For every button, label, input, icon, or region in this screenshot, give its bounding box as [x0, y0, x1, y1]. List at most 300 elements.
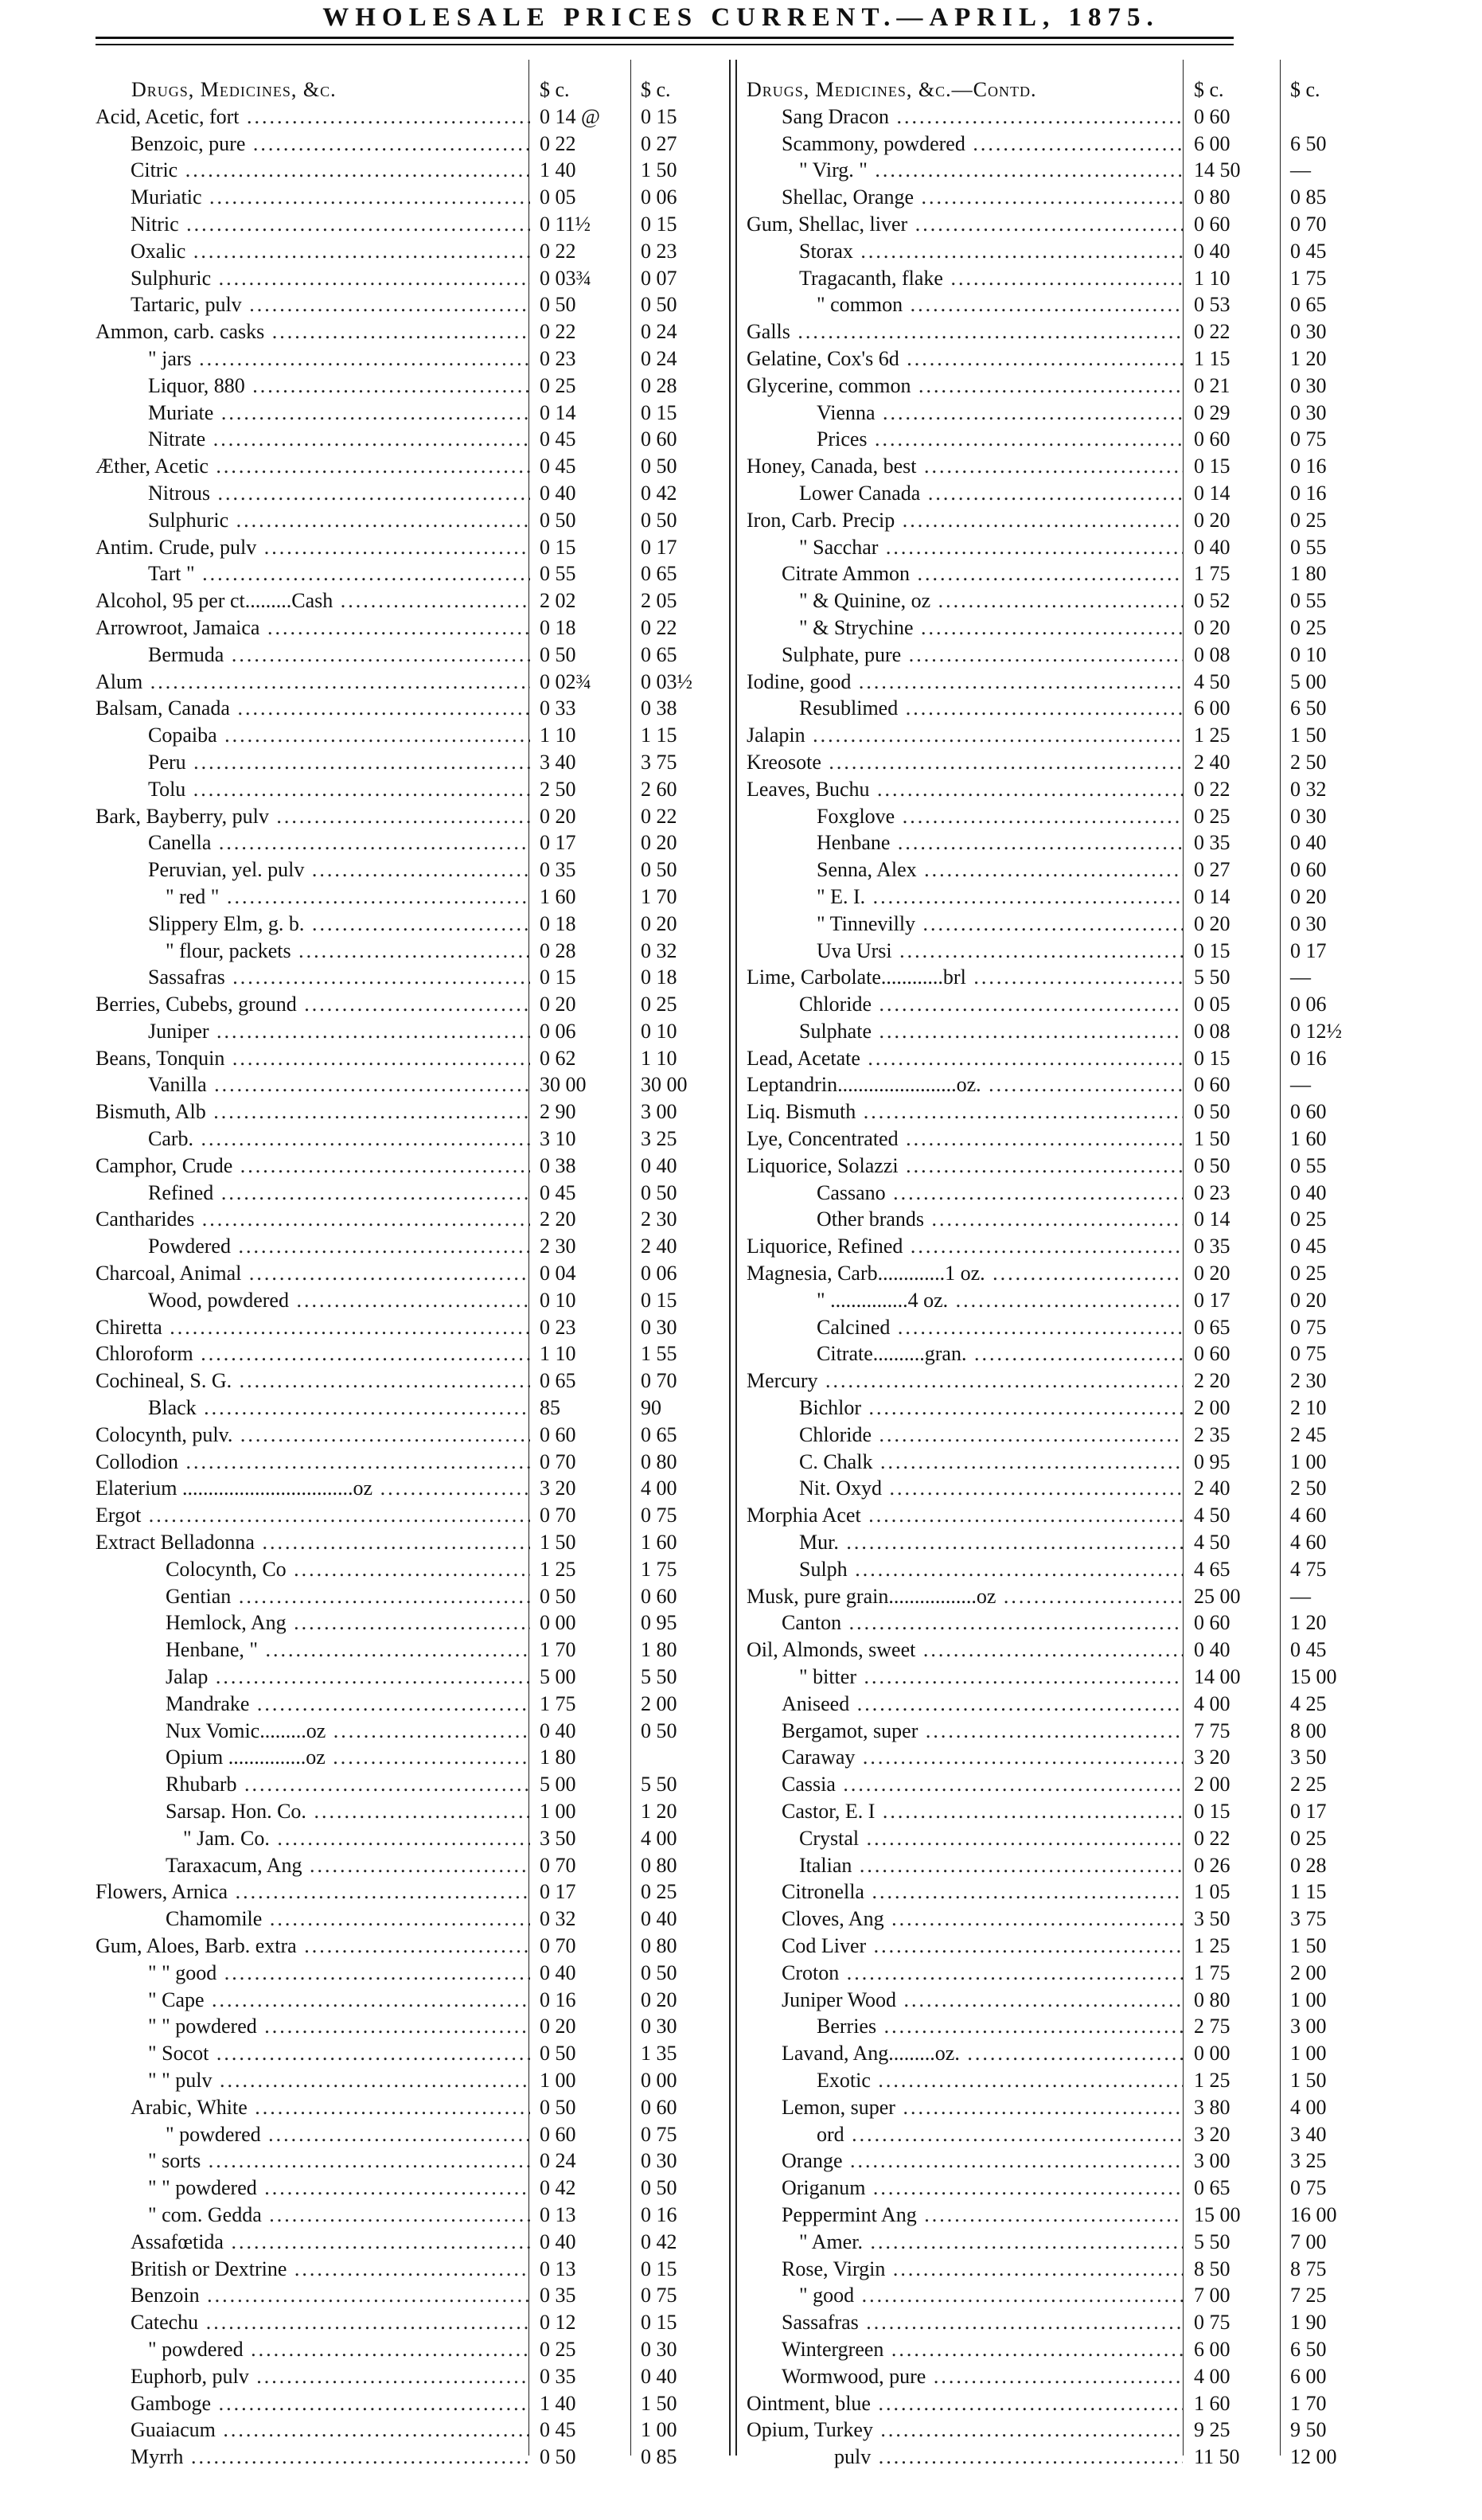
- item-name: Chloride .....: [799, 991, 1183, 1018]
- price-row: [96, 211, 712, 238]
- price-low: 0 70: [540, 1853, 576, 1877]
- price-low: 2 00: [1194, 1773, 1230, 1796]
- item-name: Balsam, Canada .....: [96, 695, 530, 722]
- price-high: 1 50: [641, 158, 677, 182]
- item-name: Prices .....: [817, 426, 1183, 453]
- item-name: ord .....: [817, 2121, 1183, 2148]
- price-row: [747, 829, 1367, 856]
- price-low: 1 70: [540, 1638, 576, 1662]
- price-row: [96, 1395, 712, 1422]
- price-row: [747, 2309, 1367, 2336]
- price-row: [747, 400, 1367, 427]
- price-low: 0 15: [1194, 454, 1230, 478]
- price-low: 0 23: [540, 1315, 576, 1339]
- price-low: 0 60: [1194, 212, 1230, 236]
- item-name: Kreosote .....: [747, 749, 1183, 776]
- price-high: 2 00: [1290, 1960, 1327, 1984]
- price-high: 4 75: [1290, 1557, 1327, 1581]
- item-name: Wood, powdered .....: [148, 1287, 530, 1314]
- price-low: 14 00: [1194, 1665, 1241, 1689]
- price-low: 0 22: [540, 239, 576, 263]
- price-high: 2 45: [1290, 1422, 1327, 1446]
- item-name: Glycerine, common .....: [747, 373, 1183, 400]
- price-low: 2 75: [1194, 2015, 1230, 2038]
- price-row: [96, 131, 712, 158]
- price-low: 0 45: [540, 427, 576, 451]
- price-row: [747, 856, 1367, 884]
- price-high: 3 75: [1290, 1907, 1327, 1931]
- item-name: " Tinnevilly .....: [817, 911, 1183, 938]
- column-header-price-high: $ c.: [1290, 78, 1320, 101]
- price-low: 0 33: [540, 696, 576, 720]
- price-high: 3 75: [641, 750, 677, 774]
- price-low: 3 20: [540, 1477, 576, 1500]
- price-low: 4 00: [1194, 1691, 1230, 1715]
- price-row: [96, 2175, 712, 2202]
- price-low: 0 40: [1194, 535, 1230, 559]
- price-high: 4 60: [1290, 1504, 1327, 1527]
- item-name: " Cape .....: [148, 1987, 530, 2014]
- price-row: [96, 1825, 712, 1852]
- price-low: 3 10: [540, 1127, 576, 1151]
- item-name: Crystal .....: [799, 1825, 1183, 1852]
- item-name: Camphor, Crude .....: [96, 1153, 530, 1180]
- price-row: [96, 803, 712, 830]
- price-high: 0 40: [1290, 1180, 1327, 1204]
- price-high: 15 00: [1290, 1665, 1337, 1689]
- price-high: 2 30: [1290, 1369, 1327, 1393]
- price-low: 0 62: [540, 1046, 576, 1070]
- item-name: Opium, Turkey .....: [747, 2417, 1183, 2444]
- price-high: 0 38: [641, 696, 677, 720]
- price-row: [747, 614, 1367, 642]
- price-row: [96, 1906, 712, 1933]
- price-low: 0 60: [1194, 1073, 1230, 1097]
- item-name: Cod Liver .....: [782, 1933, 1183, 1960]
- price-low: 1 75: [540, 1691, 576, 1715]
- price-low: 1 60: [1194, 2391, 1230, 2415]
- price-high: 2 50: [1290, 1477, 1327, 1500]
- price-high: 7 00: [1290, 2229, 1327, 2253]
- item-name: Wintergreen .....: [782, 2336, 1183, 2363]
- price-low: 7 00: [1194, 2284, 1230, 2307]
- price-high: 0 80: [641, 1933, 677, 1957]
- price-row: [747, 345, 1367, 373]
- price-low: 0 14: [1194, 884, 1230, 908]
- price-high: 0 17: [641, 535, 677, 559]
- price-high: 0 75: [1290, 2176, 1327, 2200]
- price-low: 0 35: [1194, 1235, 1230, 1258]
- item-name: Exotic .....: [817, 2067, 1183, 2094]
- item-name: Extract Belladonna .....: [96, 1529, 530, 1556]
- price-high: 2 10: [1290, 1396, 1327, 1420]
- price-low: 0 18: [540, 615, 576, 639]
- price-high: 1 20: [1290, 1611, 1327, 1635]
- price-low: 0 14 @: [540, 104, 600, 128]
- price-low: 0 50: [540, 293, 576, 317]
- price-high: 1 75: [1290, 266, 1327, 290]
- price-high: 0 60: [1290, 1100, 1327, 1124]
- item-name: " " powdered .....: [148, 2013, 530, 2040]
- item-name: " Virg. " .....: [799, 157, 1183, 184]
- price-low: 0 70: [540, 1933, 576, 1957]
- item-name: " Sacchar .....: [799, 534, 1183, 561]
- price-row: [747, 938, 1367, 965]
- item-name: " E. I. .....: [817, 884, 1183, 911]
- price-low: 4 65: [1194, 1557, 1230, 1581]
- item-name: Flowers, Arnica .....: [96, 1878, 530, 1906]
- price-row: [747, 1583, 1367, 1610]
- price-high: 0 16: [1290, 1046, 1327, 1070]
- price-low: 4 00: [1194, 2364, 1230, 2388]
- price-row: [96, 1260, 712, 1287]
- price-high: 6 50: [1290, 2337, 1327, 2361]
- price-low: 0 50: [540, 2042, 576, 2066]
- item-name: Taraxacum, Ang .....: [166, 1852, 530, 1879]
- price-row: [747, 480, 1367, 507]
- item-name: Calcined .....: [817, 1314, 1183, 1341]
- price-high: 0 65: [641, 1422, 677, 1446]
- item-name: Colocynth, pulv. .....: [96, 1422, 530, 1449]
- item-name: Charcoal, Animal .....: [96, 1260, 530, 1287]
- price-low: 0 40: [1194, 1638, 1230, 1662]
- price-row: [96, 2147, 712, 2175]
- item-name: " good .....: [799, 2282, 1183, 2309]
- item-name: Lime, Carbolate............brl .....: [747, 964, 1183, 991]
- price-low: 0 35: [540, 2364, 576, 2388]
- price-row: [747, 964, 1367, 991]
- item-name: Sassafras .....: [782, 2309, 1183, 2336]
- price-high: 0 17: [1290, 1800, 1327, 1823]
- price-row: [96, 2282, 712, 2309]
- price-low: 0 22: [540, 320, 576, 344]
- price-low: 0 25: [540, 2337, 576, 2361]
- price-row: [747, 1071, 1367, 1098]
- price-row: [747, 2175, 1367, 2202]
- column-header-label: Drugs, Medicines, &c.: [131, 78, 337, 101]
- price-row: [747, 2067, 1367, 2094]
- price-low: 0 15: [540, 535, 576, 559]
- item-name: Iodine, good .....: [747, 669, 1183, 696]
- price-row: [747, 1987, 1367, 2014]
- price-high: 0 95: [641, 1611, 677, 1635]
- item-name: Lead, Acetate .....: [747, 1045, 1183, 1072]
- price-low: 0 70: [540, 1449, 576, 1473]
- price-high: 0 25: [641, 1880, 677, 1904]
- price-low: 3 00: [1194, 2149, 1230, 2173]
- price-row: [747, 534, 1367, 561]
- item-name: Muriatic .....: [131, 184, 530, 211]
- price-row: [96, 722, 712, 749]
- item-name: Benzoin .....: [131, 2282, 530, 2309]
- price-row: [747, 507, 1367, 534]
- price-low: 3 50: [540, 1826, 576, 1850]
- price-row: [747, 1852, 1367, 1879]
- price-high: 1 00: [1290, 1988, 1327, 2011]
- price-row: [96, 1045, 712, 1072]
- item-name: Juniper Wood .....: [782, 1987, 1183, 2014]
- price-low: 0 40: [1194, 239, 1230, 263]
- item-name: Liquorice, Solazzi .....: [747, 1153, 1183, 1180]
- item-name: " & Quinine, oz .....: [799, 587, 1183, 614]
- price-high: 1 00: [1290, 2042, 1327, 2066]
- price-low: 0 45: [540, 1180, 576, 1204]
- price-row: [747, 1664, 1367, 1691]
- price-row: [96, 1798, 712, 1825]
- item-name: Leptandrin.......................oz. .....: [747, 1071, 1183, 1098]
- price-row: [96, 2390, 712, 2417]
- price-low: 0 05: [1194, 993, 1230, 1016]
- price-row: [96, 2417, 712, 2444]
- price-row: [747, 1529, 1367, 1556]
- price-row: [747, 184, 1367, 211]
- item-name: Canella .....: [148, 829, 530, 856]
- price-row: [747, 2363, 1367, 2390]
- price-low: 2 40: [1194, 750, 1230, 774]
- price-high: 1 50: [1290, 1933, 1327, 1957]
- price-row: [747, 1287, 1367, 1314]
- price-row: [747, 131, 1367, 158]
- item-name: Sassafras .....: [148, 964, 530, 991]
- item-name: Gum, Aloes, Barb. extra .....: [96, 1933, 530, 1960]
- price-row: [747, 1314, 1367, 1341]
- item-name: Sulphuric .....: [148, 507, 530, 534]
- item-name: Alcohol, 95 per ct.........Cash .....: [96, 587, 530, 614]
- price-row: [747, 2121, 1367, 2148]
- price-row: [747, 2444, 1367, 2471]
- price-row: [96, 1744, 712, 1771]
- item-name: Sulphate, pure .....: [782, 642, 1183, 669]
- item-name: Resublimed .....: [799, 695, 1183, 722]
- price-low: 5 00: [540, 1665, 576, 1689]
- item-name: Jalapin .....: [747, 722, 1183, 749]
- price-row: [96, 749, 712, 776]
- price-low: 0 13: [540, 2257, 576, 2280]
- price-low: 0 50: [1194, 1100, 1230, 1124]
- price-row: [96, 507, 712, 534]
- price-row: [96, 2013, 712, 2040]
- price-high: 2 00: [641, 1691, 677, 1715]
- item-name: " common .....: [817, 291, 1183, 318]
- item-name: Senna, Alex .....: [817, 856, 1183, 884]
- price-low: 1 75: [1194, 1960, 1230, 1984]
- item-name: Vienna .....: [817, 400, 1183, 427]
- price-high: 0 50: [641, 2176, 677, 2200]
- price-row: [747, 1340, 1367, 1367]
- price-high: 0 55: [1290, 589, 1327, 613]
- price-row: [747, 749, 1367, 776]
- item-name: " bitter .....: [799, 1664, 1183, 1691]
- title-rule-bottom: [96, 44, 1234, 45]
- price-row: [747, 1367, 1367, 1395]
- price-low: 0 65: [540, 1369, 576, 1393]
- price-low: 1 80: [540, 1746, 576, 1769]
- item-name: Iron, Carb. Precip .....: [747, 507, 1183, 534]
- price-row: [747, 211, 1367, 238]
- price-row: [96, 1018, 712, 1045]
- price-row: [96, 1125, 712, 1153]
- price-row: [747, 2202, 1367, 2229]
- price-low: 3 40: [540, 750, 576, 774]
- item-name: Rose, Virgin .....: [782, 2256, 1183, 2283]
- price-low: 0 35: [1194, 831, 1230, 855]
- item-name: Cantharides .....: [96, 1206, 530, 1233]
- price-high: 0 15: [641, 212, 677, 236]
- price-high: 3 00: [1290, 2015, 1327, 2038]
- item-name: " " pulv .....: [148, 2067, 530, 2094]
- price-high: 1 15: [641, 724, 677, 747]
- price-low: 0 20: [540, 993, 576, 1016]
- item-name: Liq. Bismuth .....: [747, 1098, 1183, 1125]
- price-row: [747, 1045, 1367, 1072]
- price-high: —: [1290, 1073, 1311, 1097]
- price-row: [96, 1287, 712, 1314]
- price-row: [96, 453, 712, 480]
- price-high: 0 25: [1290, 615, 1327, 639]
- price-low: 1 10: [540, 724, 576, 747]
- price-high: 2 05: [641, 589, 677, 613]
- item-name: Collodion .....: [96, 1449, 530, 1476]
- price-low: 30 00: [540, 1073, 587, 1097]
- price-row: [96, 1153, 712, 1180]
- price-high: 0 25: [641, 993, 677, 1016]
- price-row: [96, 2363, 712, 2390]
- price-high: 0 15: [641, 104, 677, 128]
- price-row: [96, 1449, 712, 1476]
- price-row: [747, 318, 1367, 345]
- price-low: 1 00: [540, 1800, 576, 1823]
- item-name: Opium ...............oz .....: [166, 1744, 530, 1771]
- price-row: [747, 2282, 1367, 2309]
- item-name: Colocynth, Co .....: [166, 1556, 530, 1583]
- price-row: [747, 2390, 1367, 2417]
- item-name: C. Chalk .....: [799, 1449, 1183, 1476]
- price-row: [747, 642, 1367, 669]
- price-high: —: [1290, 1584, 1311, 1608]
- price-high: 0 25: [1290, 1207, 1327, 1231]
- item-name: Arrowroot, Jamaica .....: [96, 614, 530, 642]
- price-high: 16 00: [1290, 2202, 1337, 2226]
- price-row: [96, 318, 712, 345]
- price-high: 0 75: [1290, 1315, 1327, 1339]
- price-high: 0 16: [641, 2202, 677, 2226]
- price-high: 0 45: [1290, 1638, 1327, 1662]
- price-low: 2 00: [1194, 1396, 1230, 1420]
- price-row: [747, 373, 1367, 400]
- price-high: 0 16: [1290, 454, 1327, 478]
- item-name: pulv .....: [834, 2444, 1183, 2471]
- column-header: [96, 76, 712, 103]
- price-low: 9 25: [1194, 2418, 1230, 2442]
- item-name: " Socot .....: [148, 2040, 530, 2067]
- price-low: 0 26: [1194, 1853, 1230, 1877]
- price-high: 1 60: [1290, 1127, 1327, 1151]
- price-low: 0 08: [1194, 642, 1230, 666]
- price-row: [747, 238, 1367, 265]
- item-name: Tolu .....: [148, 776, 530, 803]
- price-low: 1 25: [540, 1557, 576, 1581]
- price-low: 2 20: [1194, 1369, 1230, 1393]
- price-high: 1 80: [1290, 562, 1327, 586]
- price-low: 0 75: [1194, 2311, 1230, 2335]
- price-row: [747, 1744, 1367, 1771]
- price-low: 2 90: [540, 1100, 576, 1124]
- price-high: 0 75: [1290, 1342, 1327, 1366]
- price-row: [747, 1798, 1367, 1825]
- item-name: Sulphate .....: [799, 1018, 1183, 1045]
- price-high: 0 50: [641, 508, 677, 532]
- title-rule-top: [96, 37, 1234, 39]
- price-high: 0 06: [1290, 993, 1327, 1016]
- price-high: 0 45: [1290, 239, 1327, 263]
- price-low: 1 75: [1194, 562, 1230, 586]
- price-high: 0 55: [1290, 1153, 1327, 1177]
- item-name: " sorts .....: [148, 2147, 530, 2175]
- item-name: Guaiacum .....: [131, 2417, 530, 2444]
- item-name: Refined .....: [148, 1180, 530, 1207]
- price-row: [96, 1583, 712, 1610]
- price-row: [747, 911, 1367, 938]
- item-name: Chiretta .....: [96, 1314, 530, 1341]
- price-row: [747, 1609, 1367, 1636]
- price-high: 5 50: [641, 1773, 677, 1796]
- item-name: Croton .....: [782, 1960, 1183, 1987]
- price-low: 14 50: [1194, 158, 1241, 182]
- price-row: [96, 1852, 712, 1879]
- price-low: 0 50: [540, 642, 576, 666]
- left-price-column: [96, 76, 712, 2471]
- price-row: [96, 1556, 712, 1583]
- column-divider: [729, 60, 731, 2456]
- price-low: 6 00: [1194, 696, 1230, 720]
- item-name: Caraway .....: [782, 1744, 1183, 1771]
- item-name: Henbane, " .....: [166, 1636, 530, 1664]
- price-high: 0 25: [1290, 1262, 1327, 1285]
- price-low: 0 14: [540, 400, 576, 424]
- price-high: 0 80: [641, 1853, 677, 1877]
- price-row: [747, 453, 1367, 480]
- item-name: " red " .....: [166, 884, 530, 911]
- price-row: [96, 157, 712, 184]
- price-low: 0 20: [1194, 615, 1230, 639]
- price-high: —: [1290, 965, 1311, 989]
- price-high: 0 20: [1290, 884, 1327, 908]
- price-low: 0 35: [540, 2284, 576, 2307]
- price-row: [96, 1233, 712, 1260]
- price-high: 3 50: [1290, 1746, 1327, 1769]
- item-name: Jalap .....: [166, 1664, 530, 1691]
- item-name: Acid, Acetic, fort .....: [96, 103, 530, 131]
- price-low: 0 50: [540, 508, 576, 532]
- price-low: 0 27: [1194, 858, 1230, 882]
- price-row: [747, 1180, 1367, 1207]
- price-row: [96, 184, 712, 211]
- price-row: [96, 373, 712, 400]
- price-row: [96, 1314, 712, 1341]
- item-name: Mur. .....: [799, 1529, 1183, 1556]
- item-name: Castor, E. I .....: [782, 1798, 1183, 1825]
- price-high: 0 60: [641, 1584, 677, 1608]
- price-row: [747, 1933, 1367, 1960]
- price-high: 0 15: [641, 2257, 677, 2280]
- price-row: [747, 1098, 1367, 1125]
- price-row: [96, 400, 712, 427]
- price-low: 1 40: [540, 2391, 576, 2415]
- item-name: Gentian .....: [166, 1583, 530, 1610]
- item-name: Black .....: [148, 1395, 530, 1422]
- price-low: 8 50: [1194, 2257, 1230, 2280]
- item-name: Myrrh .....: [131, 2444, 530, 2471]
